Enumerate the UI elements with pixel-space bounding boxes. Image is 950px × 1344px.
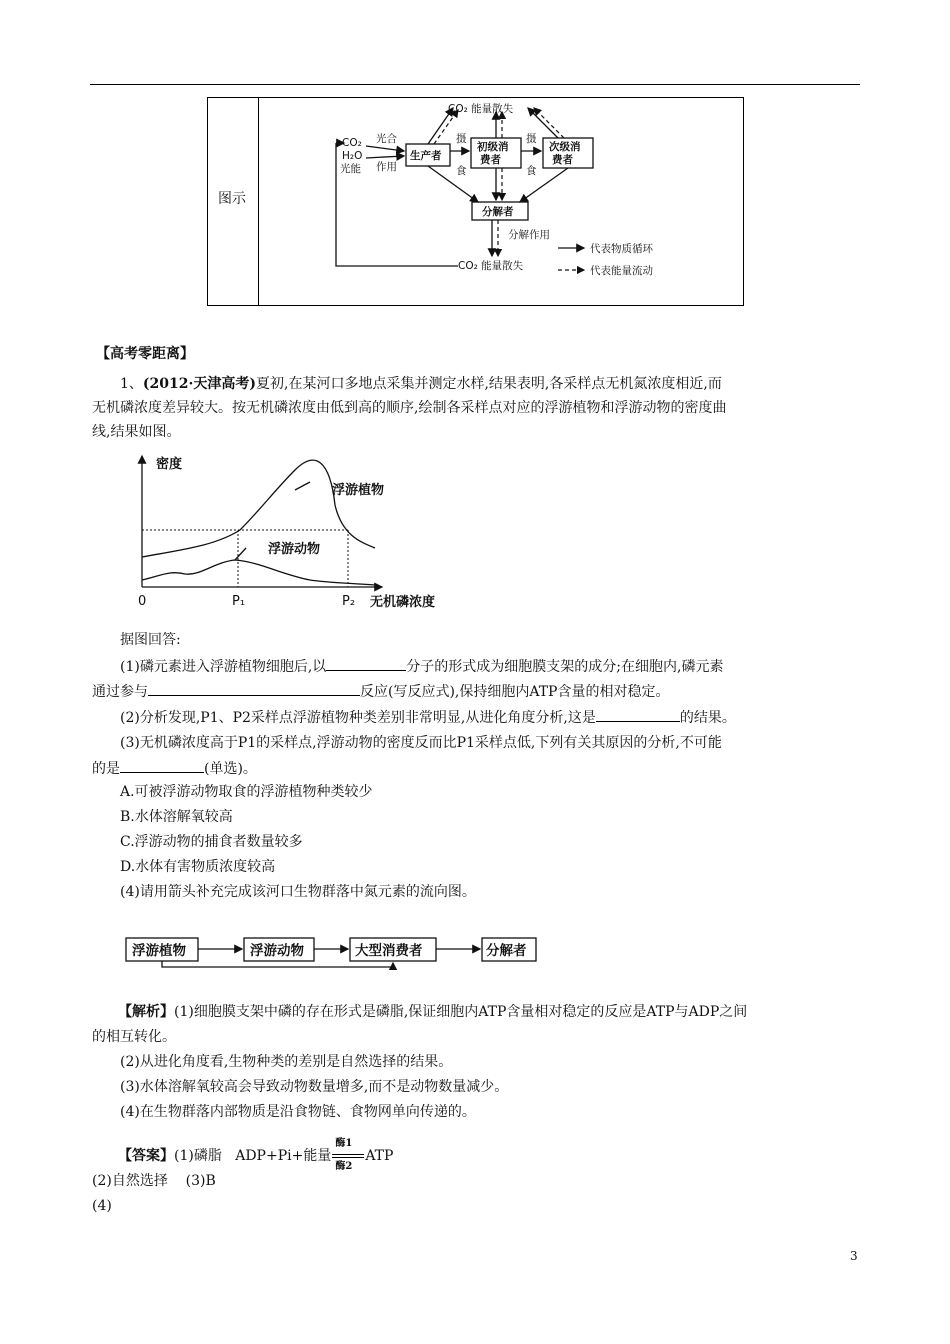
analysis-line-3: (2)从进化角度看,生物种类的差别是自然选择的结果。 xyxy=(120,1054,453,1070)
decomposer-label: 分解者 xyxy=(482,206,514,218)
q2-blank xyxy=(596,707,680,722)
question-source: (2012·天津高考) xyxy=(142,376,257,392)
equation-right: ATP xyxy=(365,1148,394,1164)
option-b: B.水体溶解氧较高 xyxy=(120,809,233,825)
answer-intro: 据图回答: xyxy=(120,632,181,648)
input-arrow-1 xyxy=(366,146,404,151)
arrow-p-d xyxy=(428,166,478,202)
producer-label: 生产者 xyxy=(410,150,442,162)
enzyme-1-label: 酶1 xyxy=(335,1138,353,1149)
option-c: C.浮游动物的捕食者数量较多 xyxy=(120,834,303,850)
plant-curve xyxy=(142,460,375,557)
primary-label-2: 费者 xyxy=(480,154,501,166)
origin-label: 0 xyxy=(138,594,147,609)
secondary-label-2: 费者 xyxy=(552,154,573,166)
question-line-2: 无机磷浓度差异较大。按无机磷浓度由低到高的顺序,绘制各采样点对应的浮游植物和浮游动物的密度曲 xyxy=(92,400,727,416)
q2-line: (2)分析发现,P1、P2采样点浮游植物种类差别非常明显,从进化角度分析,这是 的结果。 xyxy=(120,707,736,728)
animal-label: 浮游动物 xyxy=(268,542,321,557)
q1-blank-1 xyxy=(326,656,406,671)
answer-tag: 【答案】 xyxy=(118,1148,174,1164)
q4-line: (4)请用箭头补充完成该河口生物群落中氮元素的流向图。 xyxy=(120,884,476,900)
light-label: 光能 xyxy=(340,163,361,175)
analysis-line-4: (3)水体溶解氧较高会导致动物数量增多,而不是动物数量减少。 xyxy=(120,1079,509,1095)
box-decomposer-label: 分解者 xyxy=(486,943,527,959)
eat-label-2b: 食 xyxy=(526,165,537,177)
animal-leader xyxy=(235,548,246,560)
header-rule xyxy=(90,84,860,85)
input-arrow-2 xyxy=(366,156,404,158)
eat-label-2a: 摄 xyxy=(526,133,537,145)
enzyme-2-label: 酶2 xyxy=(335,1161,353,1172)
arrow-bypass xyxy=(162,961,393,967)
section-title: 【高考零距离】 xyxy=(96,346,194,362)
h2o-label: H₂O xyxy=(342,150,363,162)
p2-label: P₂ xyxy=(342,594,356,609)
answer-line-3: (4) xyxy=(92,1198,112,1214)
density-chart xyxy=(120,450,480,620)
ecosystem-diagram xyxy=(258,98,744,305)
analysis-line-5: (4)在生物群落内部物质是沿食物链、食物网单向传递的。 xyxy=(120,1104,476,1120)
q3-line-2: 的是 (单选)。 xyxy=(92,758,257,779)
animal-curve xyxy=(142,560,375,585)
q1-blank-2 xyxy=(148,681,360,696)
decomp-action-label: 分解作用 xyxy=(508,229,550,241)
answer-line-1: 【答案】(1)磷脂 ADP+Pi+能量 酶1 酶2 ATP xyxy=(118,1146,393,1166)
analysis-line-1: 【解析】(1)细胞膜支架中磷的存在形式是磷脂,保证细胞内ATP含量相对稳定的反应是ATP与ADP之间 xyxy=(118,1004,748,1020)
photo-label-1: 光合 xyxy=(376,133,397,145)
box-animal-label: 浮游动物 xyxy=(250,943,304,959)
y-label: 密度 xyxy=(156,457,183,472)
eat-label-1a: 摄 xyxy=(456,133,467,145)
analysis-tag: 【解析】 xyxy=(118,1004,174,1020)
table-label: 图示 xyxy=(218,191,246,207)
dash-c2-top xyxy=(534,108,564,138)
plant-leader xyxy=(295,482,310,490)
q3-blank xyxy=(120,758,204,773)
analysis-line-2: 的相互转化。 xyxy=(92,1029,176,1045)
equation-left: ADP+Pi+能量 xyxy=(235,1148,332,1164)
co2-loss-bottom: CO₂ 能量散失 xyxy=(458,260,524,272)
question-stem-1: 夏初,在某河口多地点采集并测定水样,结果表明,各采样点无机氮浓度相近,而 xyxy=(256,376,722,392)
co2-label: CO₂ xyxy=(342,137,362,149)
photo-label-2: 作用 xyxy=(376,161,397,173)
legend-energy: 代表能量流动 xyxy=(590,265,653,277)
answer-line-2: (2)自然选择 (3)B xyxy=(92,1173,216,1189)
q1-line-2: 通过参与 反应(写反应式),保持细胞内ATP含量的相对稳定。 xyxy=(92,681,669,702)
primary-label-1: 初级消 xyxy=(477,141,509,153)
page-number: 3 xyxy=(850,1249,858,1263)
p1-label: P₁ xyxy=(232,594,246,609)
co2-loss-top: CO₂ 能量散失 xyxy=(448,103,514,115)
nitrogen-flow-diagram xyxy=(120,930,550,970)
legend-material: 代表物质循环 xyxy=(590,243,653,255)
secondary-label-1: 次级消 xyxy=(549,141,581,153)
q1-line-1: (1)磷元素进入浮游植物细胞后,以 分子的形式成为细胞膜支架的成分;在细胞内,磷元素 xyxy=(120,656,723,677)
q3-line-1: (3)无机磷浓度高于P1的采样点,浮游动物的密度反而比P1采样点低,下列有关其原因的分析,不可能 xyxy=(120,735,722,751)
plant-label: 浮游植物 xyxy=(332,483,385,498)
box-large-consumer-label: 大型消费者 xyxy=(355,943,423,959)
question-line-3: 线,结果如图。 xyxy=(92,424,181,440)
x-label: 无机磷浓度 xyxy=(370,595,436,610)
dash-p-top xyxy=(434,110,458,144)
eat-label-1b: 食 xyxy=(456,165,467,177)
question-number: 1、 xyxy=(120,376,143,392)
option-d: D.水体有害物质浓度较高 xyxy=(120,859,276,875)
option-a: A.可被浮游动物取食的浮游植物种类较少 xyxy=(120,784,373,800)
reversible-arrow xyxy=(331,1138,365,1172)
question-line-1 xyxy=(120,374,722,394)
box-plant-label: 浮游植物 xyxy=(132,943,186,959)
